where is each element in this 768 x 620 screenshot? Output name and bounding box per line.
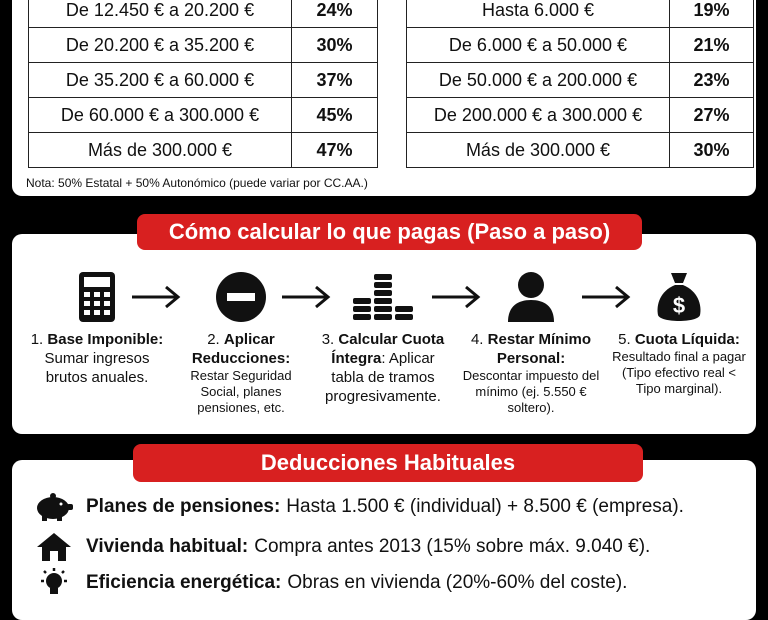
house-icon bbox=[32, 531, 76, 563]
rate-cell: 37% bbox=[292, 63, 378, 98]
rate-cell: 30% bbox=[292, 28, 378, 63]
svg-text:$: $ bbox=[672, 293, 686, 318]
range-cell: De 6.000 € a 50.000 € bbox=[407, 28, 670, 63]
deduction-text: Hasta 1.500 € (individual) + 8.500 € (empresa). bbox=[286, 496, 684, 517]
range-cell: De 35.200 € a 60.000 € bbox=[29, 63, 292, 98]
step-title: 2. Aplicar Reducciones: bbox=[191, 331, 291, 367]
table-row bbox=[407, 98, 754, 133]
steps-panel bbox=[12, 219, 756, 434]
savings-tax-table bbox=[406, 0, 754, 168]
rate-cell: 45% bbox=[292, 98, 378, 133]
deduction-label: Vivienda habitual: bbox=[86, 536, 249, 557]
range-cell: Hasta 6.000 € bbox=[407, 0, 670, 28]
step-5 bbox=[610, 268, 748, 397]
step-title: 5. Cuota Líquida: bbox=[618, 331, 740, 348]
table-row bbox=[29, 28, 378, 63]
rate-cell: 23% bbox=[670, 63, 754, 98]
rate-cell: 21% bbox=[670, 28, 754, 63]
tax-brackets-panel bbox=[12, 0, 756, 196]
table-row bbox=[407, 0, 754, 28]
state-tax-table bbox=[28, 0, 378, 168]
rate-cell: 19% bbox=[670, 0, 754, 28]
rate-cell: 24% bbox=[292, 0, 378, 28]
deduction-item bbox=[32, 532, 650, 562]
range-cell: De 60.000 € a 300.000 € bbox=[29, 98, 292, 133]
deduction-label: Eficiencia energética: bbox=[86, 572, 282, 593]
deduction-item bbox=[32, 568, 627, 598]
table-row bbox=[407, 28, 754, 63]
table-row bbox=[407, 63, 754, 98]
deduction-text: Compra antes 2013 (15% sobre máx. 9.040 €). bbox=[254, 536, 651, 557]
deductions-banner: Deducciones Habituales bbox=[133, 444, 643, 482]
range-cell: De 200.000 € a 300.000 € bbox=[407, 98, 670, 133]
rate-cell: 47% bbox=[292, 133, 378, 168]
money-bag-icon bbox=[610, 268, 748, 326]
step-desc: Restar Seguridad Social, planes pensiones, etc. bbox=[190, 368, 292, 415]
deduction-text: Obras en vivienda (20%-60% del coste). bbox=[287, 572, 628, 593]
deduction-label: Planes de pensiones: bbox=[86, 496, 281, 517]
step-title: 3. Calcular Cuota Íntegra: Aplicar tabla de tramos progresivamente. bbox=[321, 331, 445, 405]
steps-banner: Cómo calcular lo que pagas (Paso a paso) bbox=[137, 214, 642, 250]
step-desc: Resultado final a pagar (Tipo efectivo real < Tipo marginal). bbox=[612, 349, 746, 396]
range-cell: De 12.450 € a 20.200 € bbox=[29, 0, 292, 28]
deduction-item bbox=[32, 492, 684, 522]
range-cell: De 20.200 € a 35.200 € bbox=[29, 28, 292, 63]
rate-cell: 30% bbox=[670, 133, 754, 168]
range-cell: Más de 300.000 € bbox=[407, 133, 670, 168]
range-cell: Más de 300.000 € bbox=[29, 133, 292, 168]
table-row bbox=[29, 0, 378, 28]
step-desc: Sumar ingresos brutos anuales. bbox=[44, 350, 150, 386]
piggy-bank-icon bbox=[32, 492, 76, 522]
rate-cell: 27% bbox=[670, 98, 754, 133]
footnote: Nota: 50% Estatal + 50% Autonómico (puede variar por CC.AA.) bbox=[26, 176, 368, 190]
table-row bbox=[29, 133, 378, 168]
deductions-panel bbox=[12, 450, 756, 620]
lightbulb-icon bbox=[32, 567, 76, 599]
range-cell: De 50.000 € a 200.000 € bbox=[407, 63, 670, 98]
table-row bbox=[29, 63, 378, 98]
table-row bbox=[407, 133, 754, 168]
step-title: 4. Restar Mínimo Personal: bbox=[470, 331, 592, 367]
table-row bbox=[29, 98, 378, 133]
step-title: 1. Base Imponible: bbox=[30, 331, 164, 348]
step-desc: Descontar impuesto del mínimo (ej. 5.550 € soltero). bbox=[462, 368, 600, 415]
